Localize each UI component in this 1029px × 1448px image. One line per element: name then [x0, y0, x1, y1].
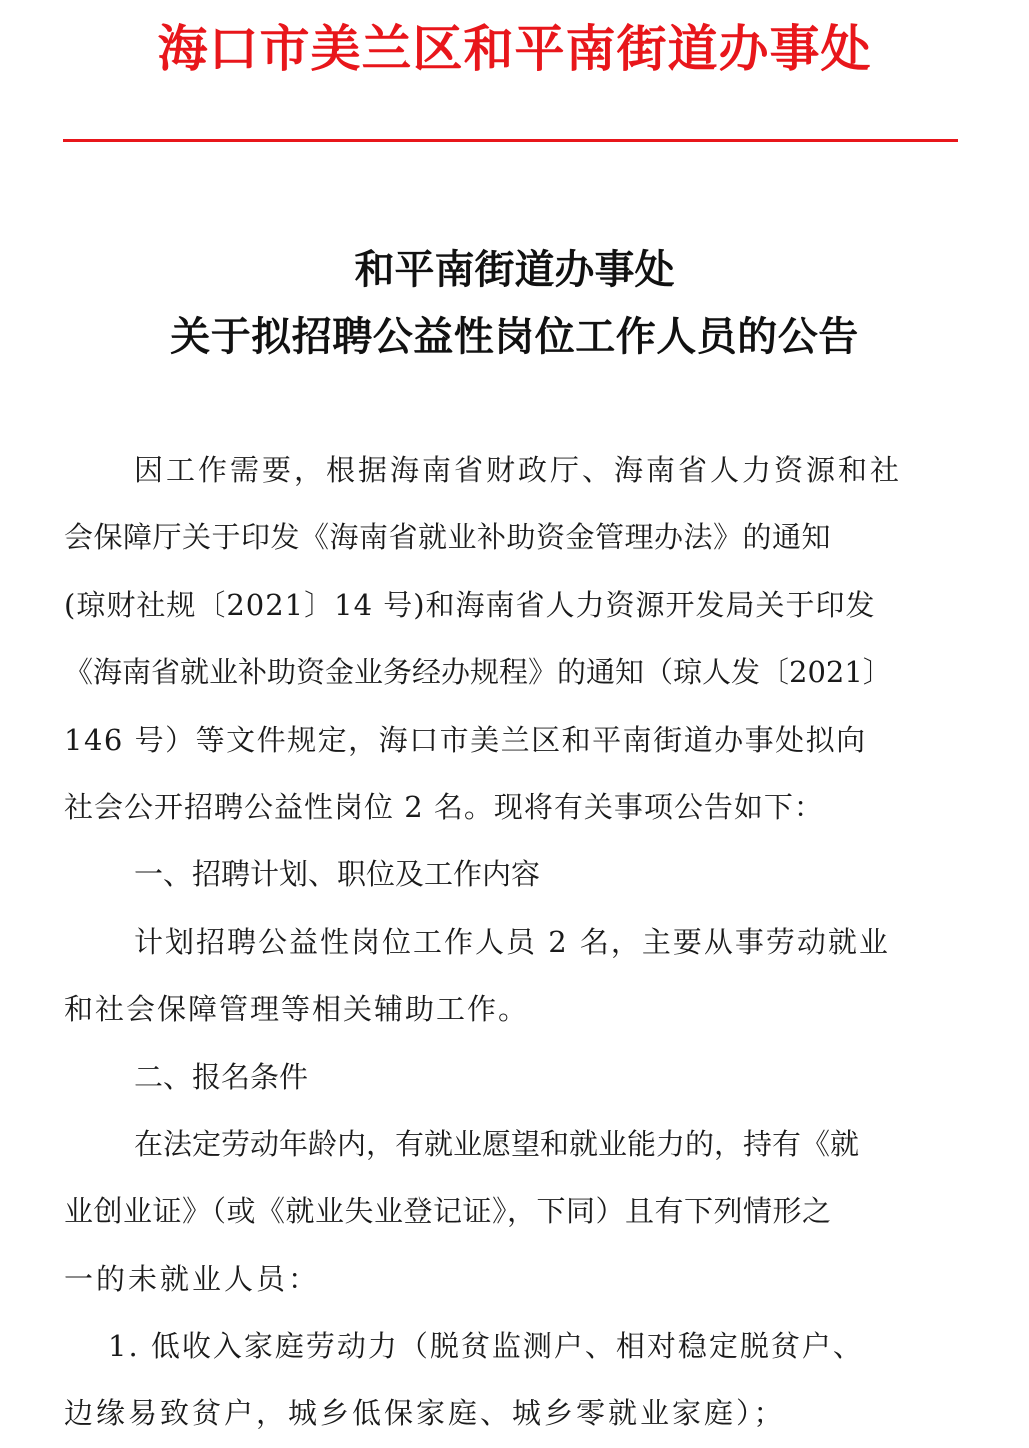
notice-title-line-2: 关于拟招聘公益性岗位工作人员的公告	[170, 314, 859, 360]
body-line: (琼财社规〔2021〕14 号)和海南省人力资源开发局关于印发	[64, 587, 876, 622]
body-line: 计划招聘公益性岗位工作人员 2 名，主要从事劳动就业	[134, 924, 890, 959]
body-line: 在法定劳动年龄内，有就业愿望和就业能力的，持有《就	[134, 1126, 860, 1161]
section-heading-1: 一、招聘计划、职位及工作内容	[134, 857, 541, 892]
body-line: 因工作需要，根据海南省财政厅、海南省人力资源和社	[134, 453, 903, 487]
body-line: 一的未就业人员：	[64, 1261, 321, 1296]
list-item-1: 1. 低收入家庭劳动力（脱贫监测户、相对稳定脱贫户、	[108, 1329, 864, 1364]
notice-title-line-1: 和平南街道办事处	[354, 247, 675, 293]
body-line: 《海南省就业补助资金业务经办规程》的通知（琼人发〔2021〕	[64, 655, 892, 690]
body-line: 会保障厅关于印发《海南省就业补助资金管理办法》的通知	[64, 520, 832, 555]
notice-body	[64, 437, 960, 1448]
section-heading-2: 二、报名条件	[134, 1059, 309, 1094]
letterhead-red-rule	[63, 139, 958, 142]
body-line: 社会公开招聘公益性岗位 2 名。现将有关事项公告如下：	[64, 789, 824, 824]
body-line: 和社会保障管理等相关辅助工作。	[64, 992, 530, 1027]
list-item-1-cont: 边缘易致贫户，城乡低保家庭、城乡零就业家庭）；	[64, 1396, 786, 1431]
letterhead-title: 海口市美兰区和平南街道办事处	[157, 19, 872, 78]
body-line: 业创业证》（或《就业失业登记证》，下同）且有下列情形之	[64, 1194, 832, 1229]
body-line: 146 号）等文件规定，海口市美兰区和平南街道办事处拟向	[64, 722, 867, 757]
